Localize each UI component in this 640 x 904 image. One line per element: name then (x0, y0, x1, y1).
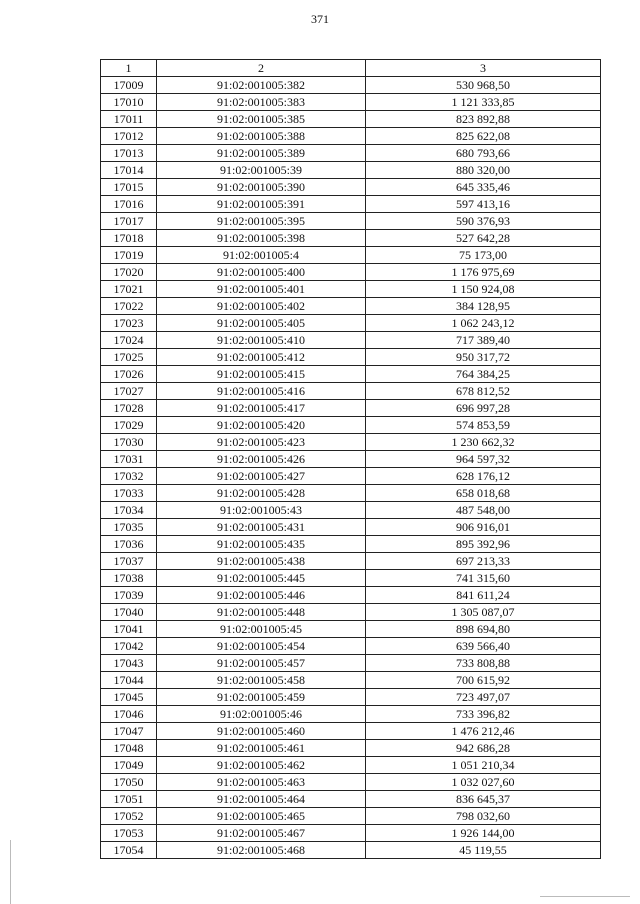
cadastral-value-cell: 597 413,16 (366, 196, 601, 213)
column-header-cadastral-number: 2 (157, 60, 366, 77)
table-row (101, 791, 601, 808)
cadastral-value-cell: 1 305 087,07 (366, 604, 601, 621)
table-row (101, 502, 601, 519)
cadastral-value-cell: 678 812,52 (366, 383, 601, 400)
cadastral-value-cell: 697 213,33 (366, 553, 601, 570)
cadastral-number-cell: 91:02:001005:464 (157, 791, 366, 808)
cadastral-value-cell: 658 018,68 (366, 485, 601, 502)
cadastral-value-cell: 836 645,37 (366, 791, 601, 808)
table-row (101, 383, 601, 400)
row-number-cell: 17011 (101, 111, 157, 128)
table-row (101, 519, 601, 536)
cadastral-value-cell: 696 997,28 (366, 400, 601, 417)
table-row (101, 621, 601, 638)
table-row (101, 570, 601, 587)
cadastral-value-cell: 906 916,01 (366, 519, 601, 536)
row-number-cell: 17037 (101, 553, 157, 570)
cadastral-value-cell: 950 317,72 (366, 349, 601, 366)
cadastral-value-cell: 527 642,28 (366, 230, 601, 247)
row-number-cell: 17027 (101, 383, 157, 400)
row-number-cell: 17025 (101, 349, 157, 366)
cadastral-value-cell: 717 389,40 (366, 332, 601, 349)
cadastral-number-cell: 91:02:001005:4 (157, 247, 366, 264)
table-row (101, 842, 601, 859)
cadastral-number-cell: 91:02:001005:402 (157, 298, 366, 315)
cadastral-value-cell: 964 597,32 (366, 451, 601, 468)
cadastral-number-cell: 91:02:001005:388 (157, 128, 366, 145)
cadastral-value-cell: 1 121 333,85 (366, 94, 601, 111)
row-number-cell: 17041 (101, 621, 157, 638)
cadastral-number-cell: 91:02:001005:395 (157, 213, 366, 230)
table-row (101, 468, 601, 485)
cadastral-value-cell: 823 892,88 (366, 111, 601, 128)
table-row (101, 808, 601, 825)
row-number-cell: 17043 (101, 655, 157, 672)
table-row (101, 315, 601, 332)
cadastral-number-cell: 91:02:001005:465 (157, 808, 366, 825)
cadastral-number-cell: 91:02:001005:391 (157, 196, 366, 213)
row-number-cell: 17018 (101, 230, 157, 247)
cadastral-number-cell: 91:02:001005:401 (157, 281, 366, 298)
cadastral-value-table (100, 59, 601, 859)
row-number-cell: 17023 (101, 315, 157, 332)
row-number-cell: 17022 (101, 298, 157, 315)
cadastral-value-cell: 895 392,96 (366, 536, 601, 553)
cadastral-value-cell: 574 853,59 (366, 417, 601, 434)
scan-bottom-line (540, 896, 630, 897)
cadastral-value-cell: 898 694,80 (366, 621, 601, 638)
table-row (101, 740, 601, 757)
column-header-value: 3 (366, 60, 601, 77)
cadastral-number-cell: 91:02:001005:457 (157, 655, 366, 672)
table-row (101, 77, 601, 94)
row-number-cell: 17014 (101, 162, 157, 179)
cadastral-value-cell: 530 968,50 (366, 77, 601, 94)
table-row (101, 553, 601, 570)
cadastral-number-cell: 91:02:001005:400 (157, 264, 366, 281)
cadastral-value-cell: 942 686,28 (366, 740, 601, 757)
row-number-cell: 17044 (101, 672, 157, 689)
cadastral-number-cell: 91:02:001005:467 (157, 825, 366, 842)
cadastral-value-cell: 741 315,60 (366, 570, 601, 587)
cadastral-number-cell: 91:02:001005:431 (157, 519, 366, 536)
cadastral-number-cell: 91:02:001005:468 (157, 842, 366, 859)
cadastral-value-cell: 1 062 243,12 (366, 315, 601, 332)
cadastral-number-cell: 91:02:001005:415 (157, 366, 366, 383)
scan-margin-line (10, 840, 11, 904)
table-row (101, 213, 601, 230)
table-row (101, 723, 601, 740)
cadastral-value-cell: 628 176,12 (366, 468, 601, 485)
cadastral-number-cell: 91:02:001005:390 (157, 179, 366, 196)
table-header-row (101, 60, 601, 77)
table-row (101, 485, 601, 502)
cadastral-value-cell: 1 150 924,08 (366, 281, 601, 298)
row-number-cell: 17016 (101, 196, 157, 213)
row-number-cell: 17045 (101, 689, 157, 706)
cadastral-value-cell: 487 548,00 (366, 502, 601, 519)
row-number-cell: 17024 (101, 332, 157, 349)
cadastral-number-cell: 91:02:001005:383 (157, 94, 366, 111)
table-row (101, 434, 601, 451)
row-number-cell: 17052 (101, 808, 157, 825)
table-row (101, 298, 601, 315)
row-number-cell: 17017 (101, 213, 157, 230)
cadastral-value-cell: 1 176 975,69 (366, 264, 601, 281)
cadastral-value-cell: 384 128,95 (366, 298, 601, 315)
cadastral-number-cell: 91:02:001005:445 (157, 570, 366, 587)
cadastral-number-cell: 91:02:001005:405 (157, 315, 366, 332)
cadastral-value-cell: 75 173,00 (366, 247, 601, 264)
cadastral-number-cell: 91:02:001005:460 (157, 723, 366, 740)
table-row (101, 247, 601, 264)
cadastral-number-cell: 91:02:001005:458 (157, 672, 366, 689)
cadastral-number-cell: 91:02:001005:398 (157, 230, 366, 247)
cadastral-number-cell: 91:02:001005:462 (157, 757, 366, 774)
cadastral-value-cell: 733 808,88 (366, 655, 601, 672)
table-row (101, 264, 601, 281)
cadastral-value-cell: 723 497,07 (366, 689, 601, 706)
column-header-number: 1 (101, 60, 157, 77)
cadastral-number-cell: 91:02:001005:382 (157, 77, 366, 94)
cadastral-value-cell: 880 320,00 (366, 162, 601, 179)
table-row (101, 196, 601, 213)
cadastral-number-cell: 91:02:001005:412 (157, 349, 366, 366)
row-number-cell: 17012 (101, 128, 157, 145)
table-row (101, 604, 601, 621)
table-row (101, 145, 601, 162)
cadastral-number-cell: 91:02:001005:463 (157, 774, 366, 791)
cadastral-value-cell: 1 230 662,32 (366, 434, 601, 451)
cadastral-value-cell: 1 051 210,34 (366, 757, 601, 774)
table-row (101, 349, 601, 366)
cadastral-number-cell: 91:02:001005:45 (157, 621, 366, 638)
table-body (101, 77, 601, 859)
row-number-cell: 17040 (101, 604, 157, 621)
table-row (101, 638, 601, 655)
cadastral-number-cell: 91:02:001005:416 (157, 383, 366, 400)
table-row (101, 689, 601, 706)
table-row (101, 111, 601, 128)
row-number-cell: 17048 (101, 740, 157, 757)
cadastral-value-cell: 680 793,66 (366, 145, 601, 162)
cadastral-number-cell: 91:02:001005:459 (157, 689, 366, 706)
page-number: 371 (311, 12, 329, 26)
table-row (101, 230, 601, 247)
row-number-cell: 17033 (101, 485, 157, 502)
row-number-cell: 17046 (101, 706, 157, 723)
cadastral-number-cell: 91:02:001005:420 (157, 417, 366, 434)
row-number-cell: 17051 (101, 791, 157, 808)
row-number-cell: 17042 (101, 638, 157, 655)
row-number-cell: 17035 (101, 519, 157, 536)
table-row (101, 451, 601, 468)
cadastral-value-cell: 1 476 212,46 (366, 723, 601, 740)
cadastral-number-cell: 91:02:001005:448 (157, 604, 366, 621)
row-number-cell: 17028 (101, 400, 157, 417)
table-row (101, 128, 601, 145)
table-row (101, 162, 601, 179)
row-number-cell: 17032 (101, 468, 157, 485)
row-number-cell: 17009 (101, 77, 157, 94)
table-row (101, 417, 601, 434)
table-row (101, 774, 601, 791)
cadastral-value-cell: 841 611,24 (366, 587, 601, 604)
table-row (101, 672, 601, 689)
cadastral-value-cell: 590 376,93 (366, 213, 601, 230)
cadastral-value-cell: 825 622,08 (366, 128, 601, 145)
cadastral-number-cell: 91:02:001005:43 (157, 502, 366, 519)
table-row (101, 825, 601, 842)
cadastral-number-cell: 91:02:001005:438 (157, 553, 366, 570)
cadastral-value-cell: 639 566,40 (366, 638, 601, 655)
cadastral-number-cell: 91:02:001005:385 (157, 111, 366, 128)
row-number-cell: 17038 (101, 570, 157, 587)
table-row (101, 366, 601, 383)
cadastral-number-cell: 91:02:001005:426 (157, 451, 366, 468)
row-number-cell: 17030 (101, 434, 157, 451)
row-number-cell: 17010 (101, 94, 157, 111)
row-number-cell: 17053 (101, 825, 157, 842)
cadastral-number-cell: 91:02:001005:46 (157, 706, 366, 723)
cadastral-number-cell: 91:02:001005:417 (157, 400, 366, 417)
cadastral-value-cell: 733 396,82 (366, 706, 601, 723)
table-row (101, 332, 601, 349)
row-number-cell: 17015 (101, 179, 157, 196)
table-row (101, 400, 601, 417)
row-number-cell: 17026 (101, 366, 157, 383)
row-number-cell: 17036 (101, 536, 157, 553)
row-number-cell: 17013 (101, 145, 157, 162)
row-number-cell: 17019 (101, 247, 157, 264)
table-row (101, 536, 601, 553)
cadastral-value-cell: 798 032,60 (366, 808, 601, 825)
cadastral-value-cell: 45 119,55 (366, 842, 601, 859)
table-row (101, 706, 601, 723)
row-number-cell: 17031 (101, 451, 157, 468)
table-row (101, 94, 601, 111)
row-number-cell: 17050 (101, 774, 157, 791)
row-number-cell: 17049 (101, 757, 157, 774)
row-number-cell: 17047 (101, 723, 157, 740)
cadastral-value-cell: 764 384,25 (366, 366, 601, 383)
row-number-cell: 17034 (101, 502, 157, 519)
row-number-cell: 17029 (101, 417, 157, 434)
cadastral-number-cell: 91:02:001005:446 (157, 587, 366, 604)
cadastral-number-cell: 91:02:001005:389 (157, 145, 366, 162)
table-row (101, 281, 601, 298)
table-row (101, 179, 601, 196)
row-number-cell: 17054 (101, 842, 157, 859)
cadastral-value-cell: 700 615,92 (366, 672, 601, 689)
cadastral-value-cell: 645 335,46 (366, 179, 601, 196)
row-number-cell: 17039 (101, 587, 157, 604)
cadastral-number-cell: 91:02:001005:427 (157, 468, 366, 485)
cadastral-number-cell: 91:02:001005:428 (157, 485, 366, 502)
cadastral-number-cell: 91:02:001005:461 (157, 740, 366, 757)
table-row (101, 757, 601, 774)
cadastral-value-cell: 1 926 144,00 (366, 825, 601, 842)
cadastral-number-cell: 91:02:001005:39 (157, 162, 366, 179)
table-row (101, 587, 601, 604)
row-number-cell: 17020 (101, 264, 157, 281)
cadastral-number-cell: 91:02:001005:435 (157, 536, 366, 553)
cadastral-number-cell: 91:02:001005:454 (157, 638, 366, 655)
cadastral-number-cell: 91:02:001005:423 (157, 434, 366, 451)
cadastral-number-cell: 91:02:001005:410 (157, 332, 366, 349)
row-number-cell: 17021 (101, 281, 157, 298)
cadastral-value-cell: 1 032 027,60 (366, 774, 601, 791)
table-row (101, 655, 601, 672)
